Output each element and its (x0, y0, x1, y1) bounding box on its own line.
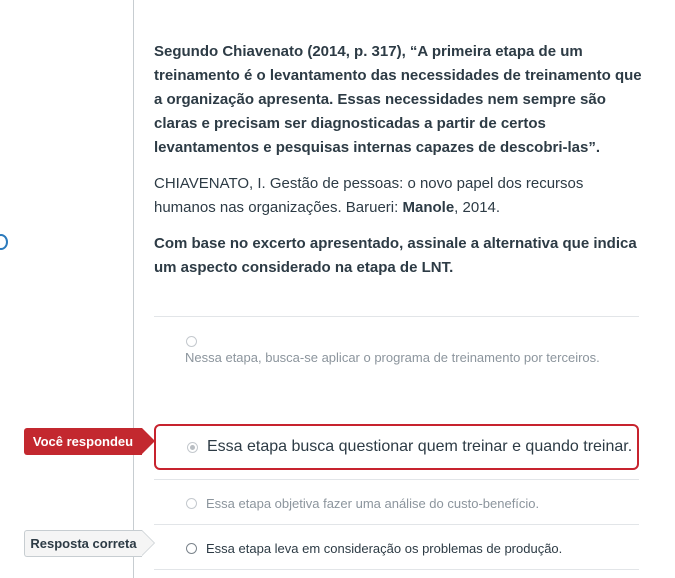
you-answered-badge: Você respondeu (24, 428, 142, 455)
partial-circle-icon (0, 234, 8, 250)
answer-option-1[interactable] (154, 326, 639, 394)
question-reference: CHIAVENATO, I. Gestão de pessoas: o novo papel dos recursos humanos nas organizações. Barueri: Manole, 2014. (154, 175, 584, 216)
question-excerpt: Segundo Chiavenato (2014, p. 317), “A primeira etapa de um treinamento é o levantamento das necessidades de treinamento que a organização apresenta. Essas necessidades nem sempre são claras e precisam ser diagnosticadas a partir de certos levantamentos e pesquisas internas capazes de descobri-las”. (154, 43, 642, 156)
question-body (154, 40, 644, 280)
reference-publisher: Manole (402, 199, 455, 216)
question-prompt: Com base no excerto apresentado, assinale a alternativa que indica um aspecto considerado na etapa de LNT. (154, 235, 637, 276)
answer-divider (154, 316, 639, 317)
content-left-border (133, 0, 134, 578)
radio-button-checked[interactable] (187, 442, 198, 453)
answer-option-4-correct[interactable] (154, 525, 639, 569)
radio-button[interactable] (186, 498, 197, 509)
answer-option-2-selected[interactable] (154, 424, 639, 470)
correct-answer-badge: Resposta correta (24, 530, 142, 557)
answer-label: Essa etapa busca questionar quem treinar e quando treinar. (207, 438, 633, 455)
answer-divider (154, 569, 639, 570)
answer-option-3[interactable] (154, 480, 639, 524)
answer-label: Essa etapa objetiva fazer uma análise do custo-benefício. (206, 496, 540, 511)
answer-label: Nessa etapa, busca-se aplicar o programa de treinamento por terceiros. (185, 350, 600, 365)
radio-button[interactable] (186, 543, 197, 554)
answer-label: Essa etapa leva em consideração os problemas de produção. (206, 541, 563, 556)
